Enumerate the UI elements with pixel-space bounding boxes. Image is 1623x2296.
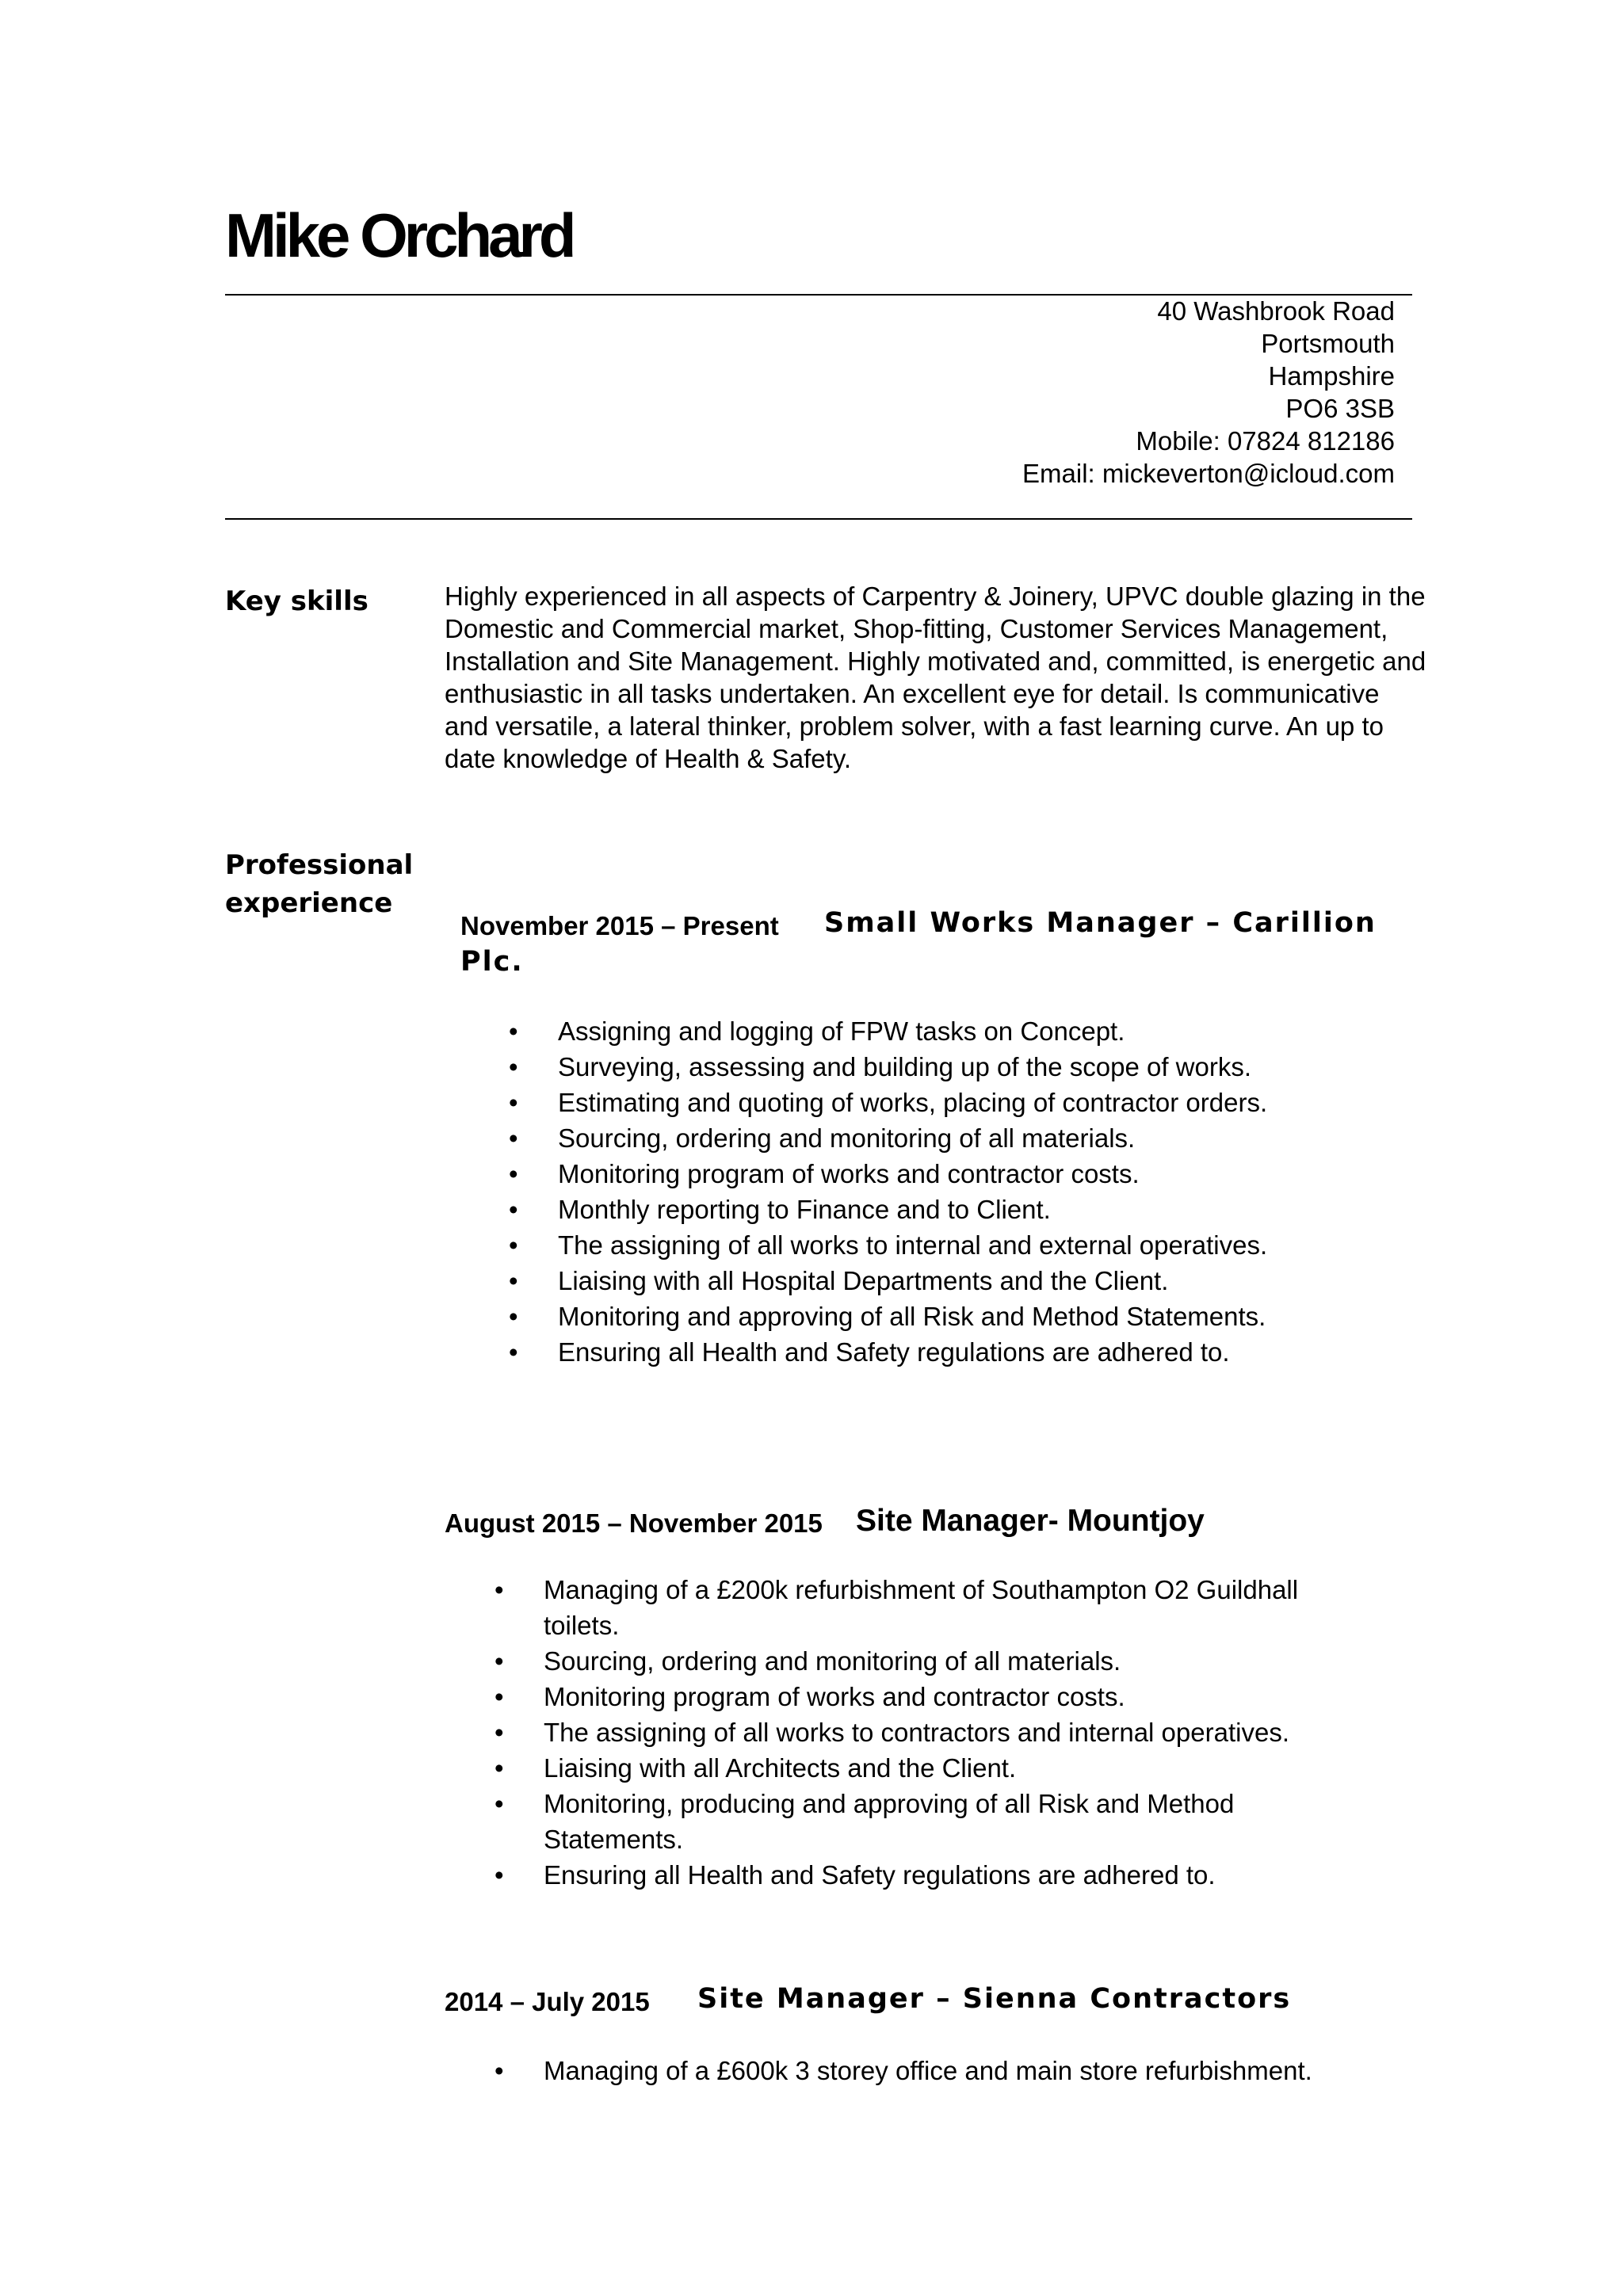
- list-item: • Monitoring program of works and contractor costs.: [544, 1679, 1344, 1714]
- job-dates: 2014 – July 2015: [445, 1987, 650, 2016]
- contact-email: Email: mickeverton@icloud.com: [1022, 459, 1395, 488]
- list-item: • Sourcing, ordering and monitoring of all materials.: [544, 1643, 1344, 1679]
- job-duties-list: [544, 1572, 1344, 1893]
- list-item: • Ensuring all Health and Safety regulations are adhered to.: [558, 1334, 1438, 1370]
- list-item: • Managing of a £200k refurbishment of Southampton O2 Guildhall toilets.: [544, 1572, 1344, 1643]
- header-bottom-rule: [225, 518, 1412, 520]
- list-item: • Ensuring all Health and Safety regulations are adhered to.: [544, 1857, 1344, 1893]
- list-item: • Estimating and quoting of works, placing of contractor orders.: [558, 1085, 1438, 1120]
- address-line-city: Portsmouth: [1261, 329, 1395, 358]
- list-item: • Liaising with all Hospital Departments and the Client.: [558, 1263, 1438, 1299]
- list-item: • Monthly reporting to Finance and to Client.: [558, 1192, 1438, 1227]
- job-title-continued: Plc.: [460, 946, 524, 978]
- list-item: • Assigning and logging of FPW tasks on Concept.: [558, 1013, 1438, 1049]
- key-skills-summary: Highly experienced in all aspects of Carpentry & Joinery, UPVC double glazing in the Domestic and Commercial market, Shop-fitting, Customer Services Management, Installation and Site Management. Highly motivated and, committed, is energetic and enthusiastic in all tasks undertaken. An excellent eye for detail. Is communicative and versatile, a lateral thinker, problem solver, with a fast learning curve. An up to date knowledge of Health & Safety.: [445, 582, 1426, 773]
- address-line-postcode: PO6 3SB: [1285, 394, 1395, 423]
- address-line-street: 40 Washbrook Road: [1157, 296, 1395, 326]
- list-item: • Sourcing, ordering and monitoring of all materials.: [558, 1120, 1438, 1156]
- list-item: • Monitoring, producing and approving of all Risk and Method Statements.: [544, 1786, 1344, 1857]
- candidate-name: Mike Orchard: [225, 200, 573, 270]
- list-item: • The assigning of all works to contractors and internal operatives.: [544, 1714, 1344, 1750]
- list-item: • Monitoring program of works and contractor costs.: [558, 1156, 1438, 1192]
- experience-heading-line2: experience: [225, 887, 393, 919]
- list-item: • Liaising with all Architects and the Client.: [544, 1750, 1344, 1786]
- job-dates: November 2015 – Present: [460, 911, 779, 940]
- job-title: Small Works Manager – Carillion: [824, 907, 1377, 939]
- job-dates: August 2015 – November 2015: [445, 1508, 823, 1538]
- job-title: Site Manager- Mountjoy: [856, 1504, 1205, 1538]
- job-duties-list: [544, 2053, 1439, 2088]
- experience-heading: [225, 846, 413, 922]
- job-title: Site Manager – Sienna Contractors: [697, 1983, 1292, 2015]
- list-item: • Surveying, assessing and building up of the scope of works.: [558, 1049, 1438, 1085]
- job-duties-list: [558, 1013, 1438, 1370]
- key-skills-heading: Key skills: [225, 585, 369, 617]
- experience-heading-line1: Professional: [225, 849, 414, 881]
- list-item: • The assigning of all works to internal and external operatives.: [558, 1227, 1438, 1263]
- list-item: • Managing of a £600k 3 storey office and main store refurbishment.: [544, 2053, 1439, 2088]
- contact-mobile: Mobile: 07824 812186: [1136, 426, 1395, 456]
- address-line-county: Hampshire: [1268, 361, 1395, 391]
- list-item: • Monitoring and approving of all Risk and Method Statements.: [558, 1299, 1438, 1334]
- contact-address-block: [1022, 295, 1395, 490]
